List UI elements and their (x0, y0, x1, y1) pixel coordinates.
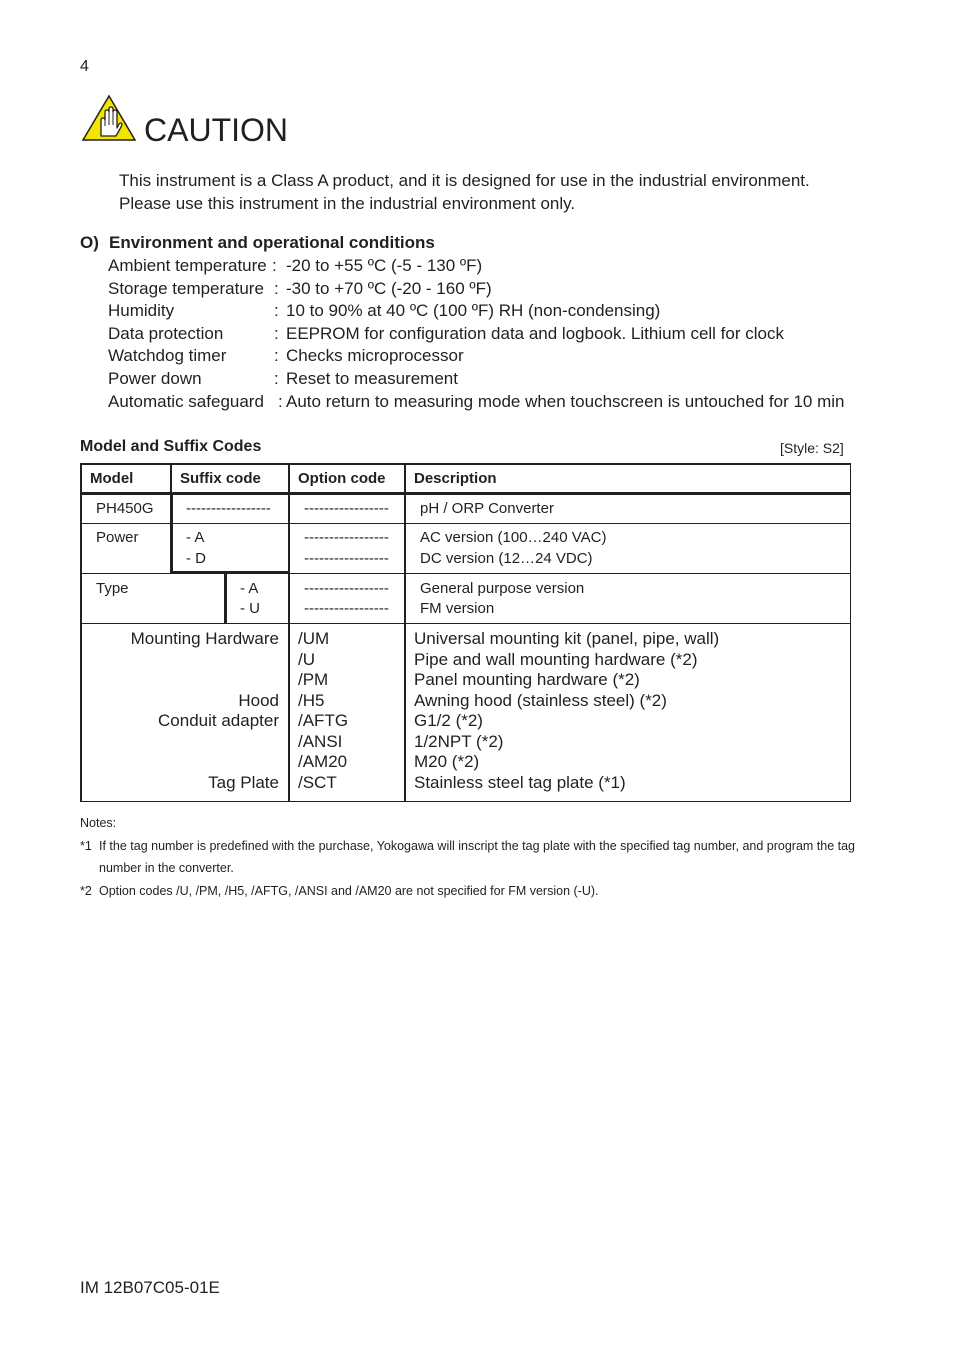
section-number: O) (80, 233, 99, 252)
option-description: Pipe and wall mounting hardware (*2) (414, 649, 698, 669)
type-code-u: - U (240, 600, 260, 617)
option-description: Panel mounting hardware (*2) (414, 670, 640, 689)
section-title: Environment and operational conditions (109, 233, 435, 252)
power-description-ac: AC version (100…240 VAC) (420, 529, 607, 546)
document-id: IM 12B07C05-01E (80, 1278, 220, 1297)
model-suffix-table (80, 463, 851, 802)
type-code-a: - A (240, 580, 259, 597)
caution-hand-icon (81, 94, 137, 142)
power-description-dc: DC version (12…24 VDC) (420, 550, 593, 567)
note-mark: *1 (80, 838, 92, 853)
model-table-title: Model and Suffix Codes (80, 438, 262, 455)
option-code: /SCT (298, 772, 337, 792)
env-value: Checks microprocessor (286, 346, 464, 366)
option-code: /AM20 (298, 752, 348, 771)
env-separator: : (274, 301, 279, 321)
env-label: Humidity (108, 301, 175, 321)
env-value: Reset to measurement (286, 368, 458, 388)
notes (80, 812, 860, 902)
environment-heading (80, 232, 435, 254)
note-mark: *2 (80, 883, 92, 898)
env-separator: : (274, 278, 279, 298)
note-text: Option codes /U, /PM, /H5, /AFTG, /ANSI and /AM20 are not specified for FM version (-U). (99, 883, 599, 898)
power-label: Power (96, 529, 139, 546)
type-label: Type (96, 580, 129, 597)
env-label: Watchdog timer (108, 346, 227, 366)
style-tag: [Style: S2] (780, 440, 844, 456)
model-description: pH / ORP Converter (420, 500, 554, 517)
model-option-dashes: ----------------- (304, 500, 389, 517)
header-description: Description (414, 470, 497, 487)
env-value: -20 to +55 ºC (-5 - 130 ºF) (286, 256, 483, 275)
note-item (80, 835, 860, 880)
note-text: If the tag number is predefined with the purchase, Yokogawa will inscript the tag plate with the specified tag number, and program the tag number in the converter. (99, 838, 856, 875)
caution-title: CAUTION (144, 112, 288, 148)
option-description: Universal mounting kit (panel, pipe, wall) (414, 629, 720, 648)
header-model: Model (90, 470, 134, 487)
header-suffix-code: Suffix code (180, 470, 261, 487)
caution-text (119, 169, 810, 215)
option-code: /AFTG (298, 711, 349, 730)
type-option-dashes: ----------------- (304, 580, 389, 597)
env-separator: : (278, 391, 283, 411)
env-separator: : (272, 256, 277, 275)
option-label-conduit: Conduit adapter (158, 711, 279, 730)
env-label: Storage temperature (108, 278, 264, 298)
power-code-a: - A (186, 529, 205, 546)
env-value: 10 to 90% at 40 ºC (100 ºF) RH (non-condensing) (286, 301, 661, 321)
option-code: /PM (298, 670, 329, 689)
env-separator: : (274, 368, 279, 388)
option-description: 1/2NPT (*2) (414, 731, 504, 751)
option-code: /U (298, 649, 315, 669)
option-code: /UM (298, 629, 330, 648)
page-number: 4 (80, 58, 89, 75)
env-value: EEPROM for configuration data and logbook. Lithium cell for clock (286, 323, 784, 343)
power-code-d: - D (186, 550, 206, 567)
option-label-hood: Hood (238, 690, 279, 710)
env-separator: : (274, 346, 279, 366)
option-description: M20 (*2) (414, 752, 480, 771)
type-description-fm: FM version (420, 600, 495, 617)
option-description: Stainless steel tag plate (*1) (414, 772, 626, 792)
option-description: G1/2 (*2) (414, 711, 483, 730)
option-code: /H5 (298, 690, 325, 710)
env-label: Automatic safeguard (108, 391, 264, 411)
model-cell: PH450G (96, 500, 154, 517)
env-label: Data protection (108, 323, 224, 343)
option-description: Awning hood (stainless steel) (*2) (414, 690, 667, 710)
caution-line: This instrument is a Class A product, and it is designed for use in the industrial environment. (119, 171, 810, 190)
power-option-dashes: ----------------- (304, 550, 389, 567)
model-suffix-dashes: ----------------- (186, 500, 271, 517)
caution-line: Please use this instrument in the industrial environment only. (119, 194, 576, 213)
env-value: Auto return to measuring mode when touchscreen is untouched for 10 min (286, 391, 845, 411)
notes-title: Notes: (80, 816, 117, 830)
note-item (80, 880, 860, 903)
option-label-mounting: Mounting Hardware (130, 629, 279, 648)
option-code: /ANSI (298, 731, 343, 751)
power-option-dashes: ----------------- (304, 529, 389, 546)
env-value: -30 to +70 ºC (-20 - 160 ºF) (286, 278, 492, 298)
env-label: Ambient temperature (108, 256, 267, 275)
type-description-general: General purpose version (420, 580, 585, 597)
env-separator: : (274, 323, 279, 343)
env-label: Power down (108, 368, 202, 388)
option-label-tag-plate: Tag Plate (208, 772, 279, 792)
type-option-dashes: ----------------- (304, 600, 389, 617)
header-option-code: Option code (298, 470, 386, 487)
